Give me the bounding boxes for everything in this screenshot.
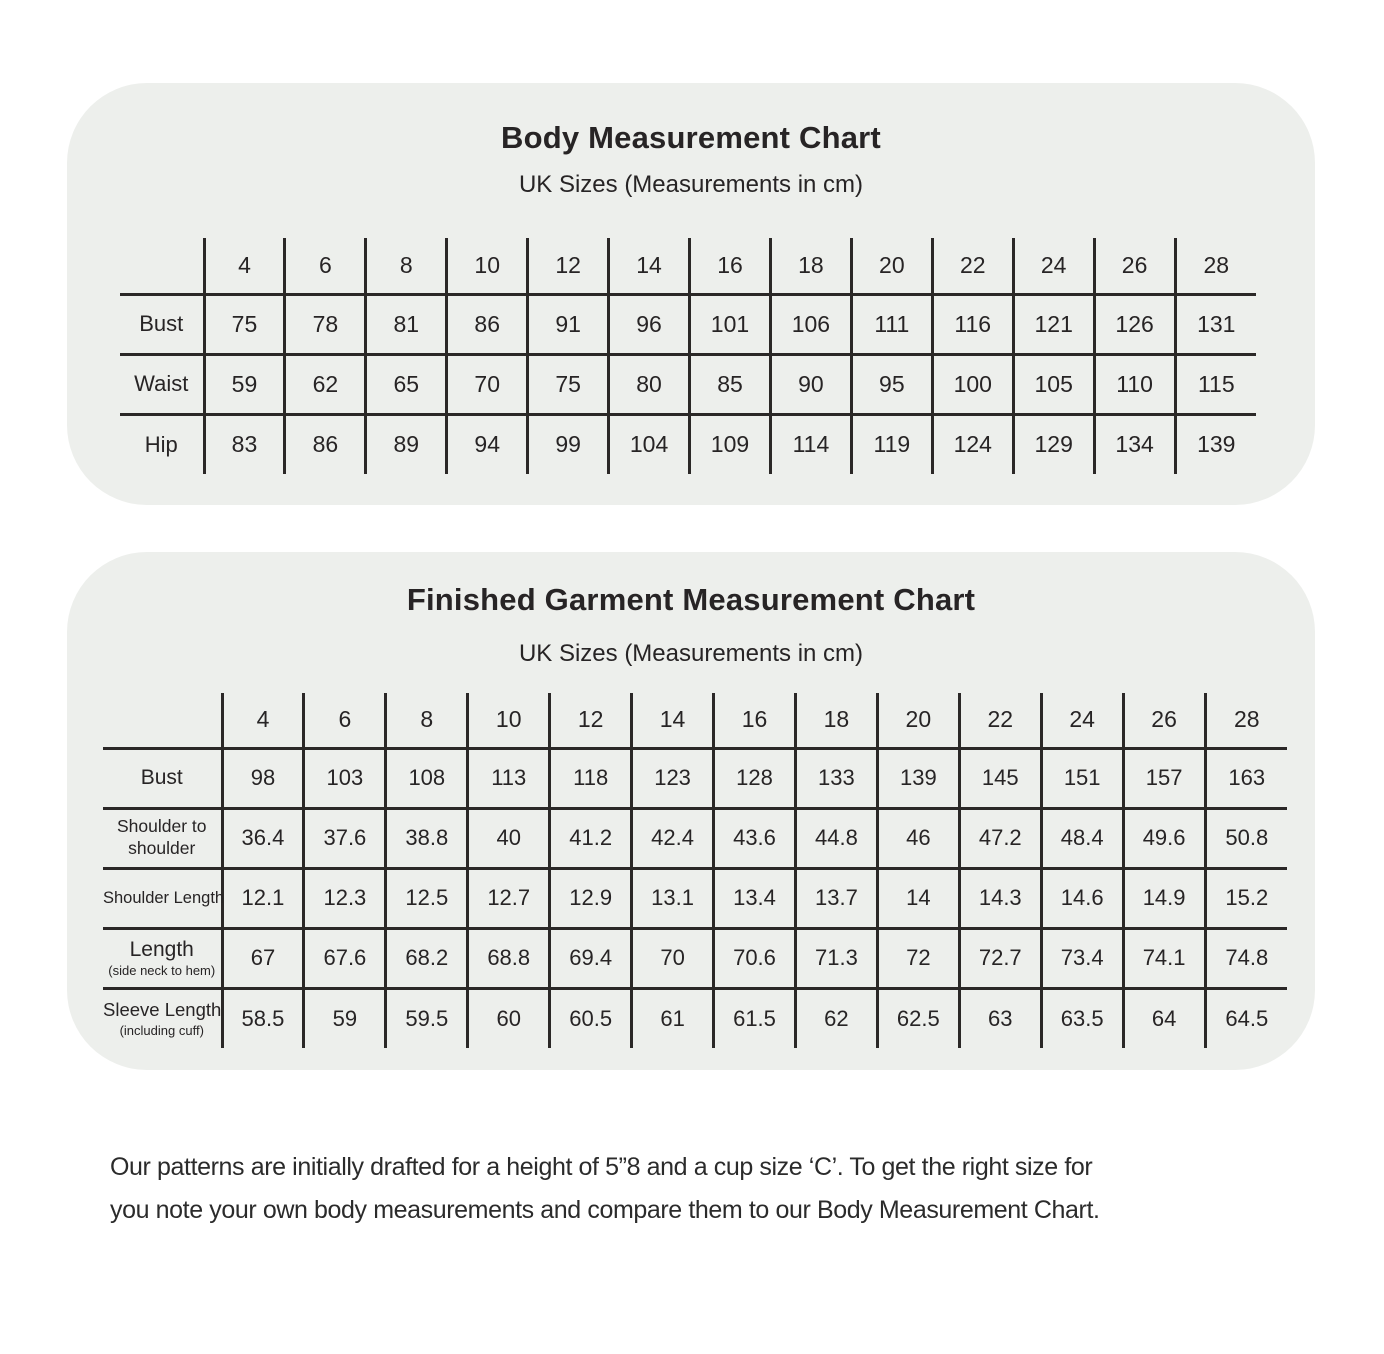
size-header-cell: 22 (959, 693, 1041, 748)
value-cell: 91 (528, 294, 609, 354)
value-cell: 67 (222, 928, 304, 988)
value-cell: 90 (770, 354, 851, 414)
value-cell: 60 (468, 988, 550, 1048)
value-cell: 71.3 (795, 928, 877, 988)
value-cell: 72 (877, 928, 959, 988)
value-cell: 12.5 (386, 868, 468, 928)
size-header-cell: 12 (528, 238, 609, 294)
value-cell: 59 (304, 988, 386, 1048)
size-header-cell: 14 (632, 693, 714, 748)
row-label: Shoulder to shoulder (116, 816, 207, 858)
size-header-cell: 14 (609, 238, 690, 294)
size-header-cell: 4 (222, 693, 304, 748)
value-cell: 124 (932, 414, 1013, 474)
value-cell: 43.6 (714, 808, 796, 868)
value-cell: 163 (1205, 748, 1287, 808)
value-cell: 42.4 (632, 808, 714, 868)
value-cell: 62 (285, 354, 366, 414)
size-header-cell: 12 (550, 693, 632, 748)
value-cell: 47.2 (959, 808, 1041, 868)
value-cell: 49.6 (1123, 808, 1205, 868)
value-cell: 86 (447, 294, 528, 354)
row-label: Hip (144, 431, 178, 457)
row-sublabel: (including cuff) (119, 1023, 204, 1039)
row-label: Sleeve Length (103, 999, 222, 1021)
value-cell: 14.3 (959, 868, 1041, 928)
measurement-row (103, 988, 1287, 1048)
value-cell: 70 (632, 928, 714, 988)
value-cell: 13.1 (632, 868, 714, 928)
value-cell: 46 (877, 808, 959, 868)
row-sublabel: (side neck to hem) (108, 963, 216, 979)
value-cell: 12.3 (304, 868, 386, 928)
value-cell: 108 (386, 748, 468, 808)
value-cell: 75 (528, 354, 609, 414)
value-cell: 13.7 (795, 868, 877, 928)
value-cell: 110 (1094, 354, 1175, 414)
garment-measurement-table (103, 693, 1287, 1048)
value-cell: 12.7 (468, 868, 550, 928)
row-label: Shoulder Length (103, 888, 225, 907)
value-cell: 64 (1123, 988, 1205, 1048)
value-cell: 99 (528, 414, 609, 474)
value-cell: 62.5 (877, 988, 959, 1048)
value-cell: 145 (959, 748, 1041, 808)
value-cell: 58.5 (222, 988, 304, 1048)
size-header-cell: 8 (386, 693, 468, 748)
garment-measurement-panel (67, 552, 1315, 1070)
value-cell: 113 (468, 748, 550, 808)
value-cell: 61 (632, 988, 714, 1048)
value-cell: 78 (285, 294, 366, 354)
size-header-cell: 10 (468, 693, 550, 748)
row-label-cell (103, 808, 222, 868)
value-cell: 101 (690, 294, 771, 354)
row-label: Bust (140, 766, 183, 789)
value-cell: 36.4 (222, 808, 304, 868)
size-header-cell: 26 (1123, 693, 1205, 748)
value-cell: 89 (366, 414, 447, 474)
row-label-cell (103, 748, 222, 808)
value-cell: 12.1 (222, 868, 304, 928)
value-cell: 60.5 (550, 988, 632, 1048)
row-label: Waist (134, 371, 189, 396)
value-cell: 59.5 (386, 988, 468, 1048)
value-cell: 118 (550, 748, 632, 808)
value-cell: 157 (1123, 748, 1205, 808)
value-cell: 83 (204, 414, 285, 474)
value-cell: 14.9 (1123, 868, 1205, 928)
value-cell: 131 (1175, 294, 1256, 354)
value-cell: 48.4 (1041, 808, 1123, 868)
value-cell: 67.6 (304, 928, 386, 988)
value-cell: 14 (877, 868, 959, 928)
value-cell: 40 (468, 808, 550, 868)
value-cell: 72.7 (959, 928, 1041, 988)
row-label-cell (120, 414, 204, 474)
measurement-row (120, 414, 1256, 474)
value-cell: 62 (795, 988, 877, 1048)
value-cell: 123 (632, 748, 714, 808)
value-cell: 105 (1013, 354, 1094, 414)
row-label: Length (129, 937, 194, 961)
body-measurement-panel (67, 83, 1315, 505)
value-cell: 126 (1094, 294, 1175, 354)
corner-cell (103, 693, 222, 748)
body-measurement-table (120, 238, 1256, 474)
value-cell: 50.8 (1205, 808, 1287, 868)
value-cell: 73.4 (1041, 928, 1123, 988)
footer-note (110, 1146, 1100, 1232)
value-cell: 63 (959, 988, 1041, 1048)
value-cell: 38.8 (386, 808, 468, 868)
value-cell: 63.5 (1041, 988, 1123, 1048)
size-header-cell: 16 (714, 693, 796, 748)
garment-chart-title: Finished Garment Measurement Chart (406, 582, 976, 617)
value-cell: 119 (851, 414, 932, 474)
value-cell: 85 (690, 354, 771, 414)
row-label-cell (120, 294, 204, 354)
measurement-row (120, 294, 1256, 354)
value-cell: 70.6 (714, 928, 796, 988)
value-cell: 111 (851, 294, 932, 354)
value-cell: 100 (932, 354, 1013, 414)
value-cell: 13.4 (714, 868, 796, 928)
value-cell: 151 (1041, 748, 1123, 808)
value-cell: 15.2 (1205, 868, 1287, 928)
value-cell: 68.8 (468, 928, 550, 988)
size-header-cell: 28 (1175, 238, 1256, 294)
body-chart-title: Body Measurement Chart (501, 120, 881, 155)
value-cell: 61.5 (714, 988, 796, 1048)
size-header-cell: 6 (304, 693, 386, 748)
value-cell: 69.4 (550, 928, 632, 988)
row-label-cell (120, 354, 204, 414)
value-cell: 104 (609, 414, 690, 474)
value-cell: 106 (770, 294, 851, 354)
value-cell: 114 (770, 414, 851, 474)
value-cell: 129 (1013, 414, 1094, 474)
measurement-row (120, 354, 1256, 414)
corner-cell (120, 238, 204, 294)
size-header-cell: 26 (1094, 238, 1175, 294)
value-cell: 59 (204, 354, 285, 414)
measurement-row (103, 808, 1287, 868)
measurement-row (103, 928, 1287, 988)
body-chart-subtitle: UK Sizes (Measurements in cm) (518, 171, 864, 198)
size-header-cell: 6 (285, 238, 366, 294)
value-cell: 133 (795, 748, 877, 808)
value-cell: 81 (366, 294, 447, 354)
value-cell: 74.1 (1123, 928, 1205, 988)
size-header-cell: 4 (204, 238, 285, 294)
size-header-cell: 8 (366, 238, 447, 294)
value-cell: 74.8 (1205, 928, 1287, 988)
value-cell: 121 (1013, 294, 1094, 354)
value-cell: 64.5 (1205, 988, 1287, 1048)
size-header-cell: 22 (932, 238, 1013, 294)
size-header-cell: 28 (1205, 693, 1287, 748)
row-label-cell (103, 988, 222, 1048)
value-cell: 96 (609, 294, 690, 354)
value-cell: 139 (1175, 414, 1256, 474)
size-header-row (103, 693, 1287, 748)
size-header-cell: 24 (1041, 693, 1123, 748)
value-cell: 70 (447, 354, 528, 414)
value-cell: 41.2 (550, 808, 632, 868)
size-header-cell: 20 (851, 238, 932, 294)
value-cell: 75 (204, 294, 285, 354)
value-cell: 14.6 (1041, 868, 1123, 928)
size-header-row (120, 238, 1256, 294)
size-header-cell: 24 (1013, 238, 1094, 294)
row-label-cell (103, 928, 222, 988)
row-label-cell (103, 868, 225, 928)
value-cell: 80 (609, 354, 690, 414)
value-cell: 103 (304, 748, 386, 808)
value-cell: 128 (714, 748, 796, 808)
value-cell: 86 (285, 414, 366, 474)
size-header-cell: 10 (447, 238, 528, 294)
size-header-cell: 18 (795, 693, 877, 748)
value-cell: 65 (366, 354, 447, 414)
value-cell: 134 (1094, 414, 1175, 474)
value-cell: 139 (877, 748, 959, 808)
garment-chart-subtitle: UK Sizes (Measurements in cm) (518, 640, 864, 667)
value-cell: 115 (1175, 354, 1256, 414)
value-cell: 94 (447, 414, 528, 474)
row-label: Bust (139, 311, 184, 336)
value-cell: 12.9 (550, 868, 632, 928)
size-header-cell: 18 (770, 238, 851, 294)
value-cell: 109 (690, 414, 771, 474)
footer-line-2: you note your own body measurements and compare them to our Body Measurement Chart. (110, 1196, 1100, 1224)
size-header-cell: 20 (877, 693, 959, 748)
value-cell: 95 (851, 354, 932, 414)
size-header-cell: 16 (690, 238, 771, 294)
measurement-row (103, 868, 1287, 928)
measurement-row (103, 748, 1287, 808)
value-cell: 98 (222, 748, 304, 808)
footer-line-1: Our patterns are initially drafted for a height of 5”8 and a cup size ‘C’. To get the right size for (110, 1153, 1093, 1181)
value-cell: 37.6 (304, 808, 386, 868)
value-cell: 44.8 (795, 808, 877, 868)
value-cell: 116 (932, 294, 1013, 354)
value-cell: 68.2 (386, 928, 468, 988)
